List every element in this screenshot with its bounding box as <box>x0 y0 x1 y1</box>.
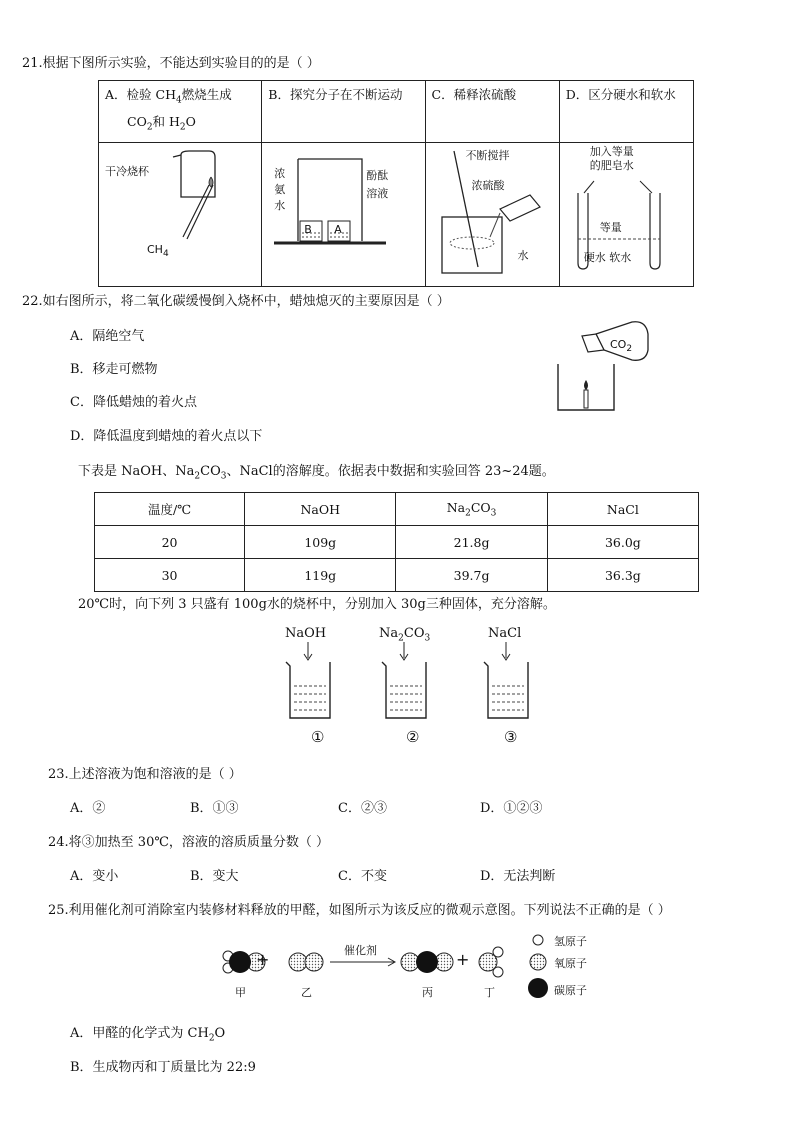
plus-sign-1: + <box>256 950 270 969</box>
q21-figure-a <box>99 143 262 287</box>
solubility-intro: 下表是 NaOH、$Na_2CO_3$、NaCl的溶解度。依据表中数据和实验回答 23~24题。 <box>78 464 555 482</box>
fig-c-acid-label: 浓硫酸 <box>471 179 505 192</box>
fig-a-drawing <box>169 147 249 277</box>
fig-c-stir-label: 不断搅拌 <box>465 149 510 162</box>
fig-b-beaker-b: B <box>304 223 312 236</box>
solubility-table <box>94 492 699 592</box>
fig-b-right-2: 溶液 <box>366 187 389 200</box>
experiment-text: 20℃时，向下列 3 只盛有 100g水的烧杯中，分别加入 30g三种固体，充分溶解。 <box>78 597 556 612</box>
q22-bottle-label: $CO_2$ <box>610 338 633 355</box>
q21-figure-d <box>559 143 693 287</box>
q22-figure <box>548 318 658 416</box>
fig-b-left-3: 水 <box>274 199 286 212</box>
plus-sign-2: + <box>456 950 470 969</box>
q24-option-d[interactable]: D．无法判断 <box>480 869 556 884</box>
q22-stem: 22.如右图所示，将二氧化碳缓慢倒入烧杯中，蜡烛熄灭的主要原因是（ ） <box>22 294 450 309</box>
q24-option-c[interactable]: C．不变 <box>338 869 387 884</box>
q24-option-a[interactable]: A．变小 <box>70 869 119 884</box>
catalyst-label: 催化剂 <box>344 944 377 957</box>
fig-b-left-2: 氨 <box>274 183 286 196</box>
q25-stem: 25.利用催化剂可消除室内装修材料释放的甲醛，如图所示为该反应的微观示意图。下列说法不正确的是（ ） <box>48 903 671 918</box>
table-cell: 36.0g <box>547 526 698 559</box>
fig-a-gas-label: $CH_4$ <box>147 243 169 260</box>
q21-option-a[interactable]: A．检验 $CH_4$燃烧生成 $CO_2$和 $H_2O$ <box>99 81 262 143</box>
q22-option-d[interactable]: D．降低温度到蜡烛的着火点以下 <box>70 429 263 444</box>
table-row <box>95 559 699 592</box>
q25-option-a[interactable]: A．甲醛的化学式为 $CH_2O$ <box>70 1026 226 1044</box>
fig-d-soap-1: 加入等量 <box>589 145 634 158</box>
table-header: $Na_2CO_3$ <box>396 493 547 526</box>
q21-figure-c <box>425 143 559 287</box>
fig-a-cup-label: 干冷烧杯 <box>105 165 149 178</box>
beaker-2-num: ② <box>406 728 420 746</box>
q22-option-b[interactable]: B．移走可燃物 <box>70 362 158 377</box>
q23-option-d[interactable]: D．①②③ <box>480 801 543 816</box>
fig-d-soap-2: 的肥皂水 <box>589 159 634 172</box>
fig-b-beaker-a: A <box>334 223 342 236</box>
legend-carbon: 碳原子 <box>554 984 587 997</box>
beaker-3-reagent: NaCl <box>488 626 522 641</box>
q24-option-b[interactable]: B．变大 <box>190 869 239 884</box>
fig-d-bottom-label: 硬水 软水 <box>583 251 632 264</box>
table-header: NaOH <box>245 493 396 526</box>
table-cell: 20 <box>95 526 245 559</box>
beakers-drawing <box>280 640 540 724</box>
table-cell: 119g <box>245 559 396 592</box>
q21-table <box>98 80 694 287</box>
q21-option-c[interactable]: C．稀释浓硫酸 <box>425 81 559 143</box>
label-yi: 乙 <box>301 986 312 999</box>
fig-d-drawing <box>564 173 680 283</box>
q24-stem: 24.将③加热至 30℃，溶液的溶质质量分数（ ） <box>48 835 330 850</box>
label-bing: 丙 <box>422 986 433 999</box>
fig-c-water-label: 水 <box>517 249 529 262</box>
q23-stem: 23.上述溶液为饱和溶液的是（ ） <box>48 767 242 782</box>
q21-option-b[interactable]: B．探究分子在不断运动 <box>262 81 425 143</box>
table-header: 温度/℃ <box>95 493 245 526</box>
label-ding: 丁 <box>484 986 495 999</box>
fig-b-right-1: 酚酞 <box>366 169 389 182</box>
legend-oxygen: 氧原子 <box>554 957 587 970</box>
beaker-1-num: ① <box>311 728 325 746</box>
legend-hydrogen: 氢原子 <box>554 935 587 948</box>
q21-figure-b <box>262 143 425 287</box>
beaker-1-reagent: NaOH <box>285 626 327 641</box>
fig-d-equal-label: 等量 <box>599 221 622 234</box>
table-header-row <box>95 493 699 526</box>
q23-option-a[interactable]: A．② <box>70 801 106 816</box>
table-header: NaCl <box>547 493 698 526</box>
q23-option-c[interactable]: C．②③ <box>338 801 387 816</box>
table-cell: 36.3g <box>547 559 698 592</box>
q21-stem: 21.根据下图所示实验，不能达到实验目的的是（ ） <box>22 56 320 71</box>
table-cell: 21.8g <box>396 526 547 559</box>
fig-b-left-1: 浓 <box>274 167 286 180</box>
q22-option-a[interactable]: A．隔绝空气 <box>70 329 145 344</box>
table-cell: 109g <box>245 526 396 559</box>
table-cell: 39.7g <box>396 559 547 592</box>
label-jia: 甲 <box>235 986 246 999</box>
table-row <box>95 526 699 559</box>
q21-option-d[interactable]: D．区分硬水和软水 <box>559 81 693 143</box>
beaker-3-num: ③ <box>504 728 518 746</box>
q23-option-b[interactable]: B．①③ <box>190 801 239 816</box>
beaker-2-reagent: $Na_2CO_3$ <box>379 626 431 644</box>
q25-option-b[interactable]: B．生成物丙和丁质量比为 22:9 <box>70 1060 256 1075</box>
q22-option-c[interactable]: C．降低蜡烛的着火点 <box>70 395 197 410</box>
table-cell: 30 <box>95 559 245 592</box>
